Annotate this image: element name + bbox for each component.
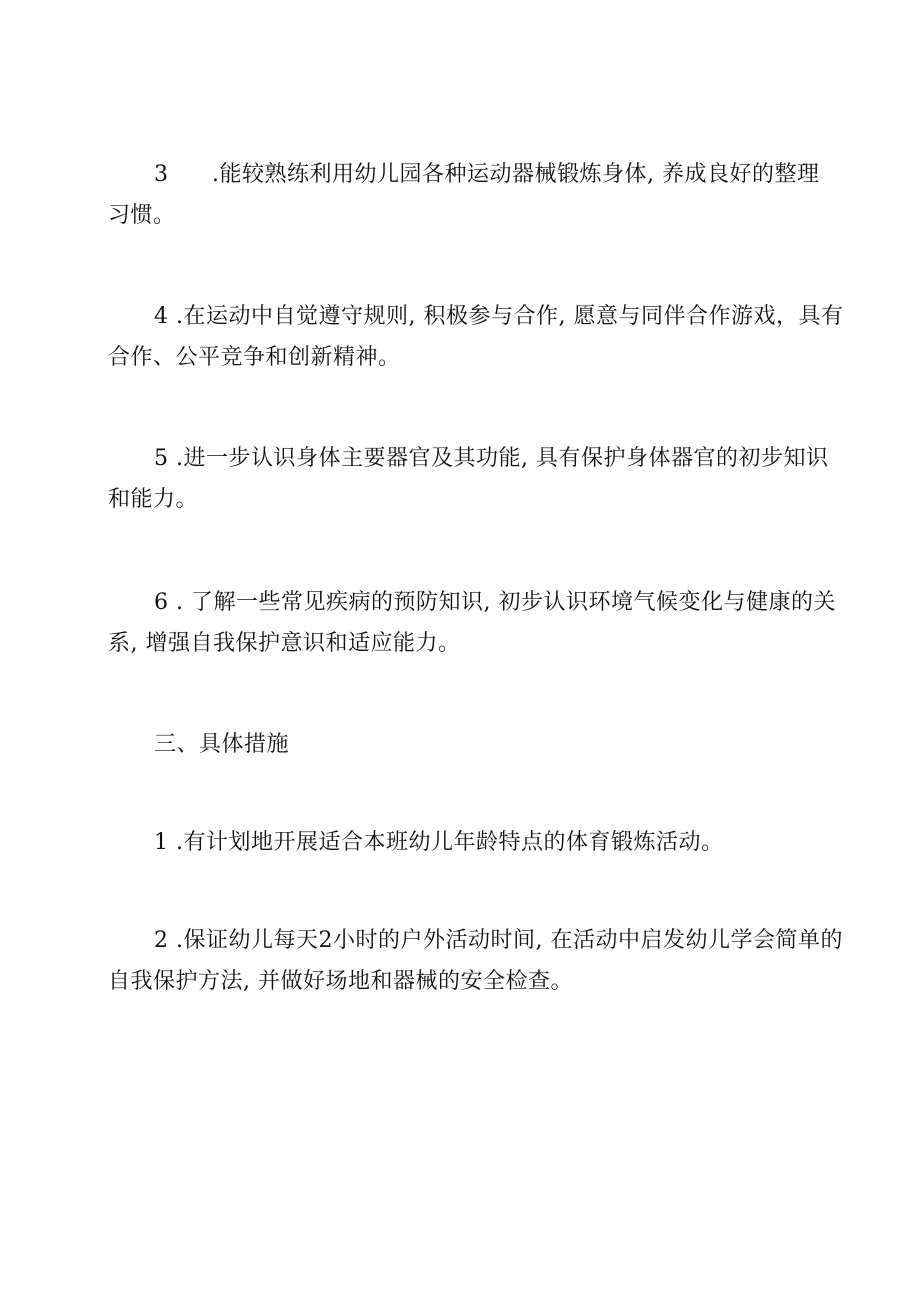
item-number: 3 xyxy=(154,162,169,187)
goal-item-4-line-2: 合作、公平竞争和创新精神。 xyxy=(108,345,401,370)
item-number: 6 xyxy=(154,590,169,615)
item-number: 1 xyxy=(154,830,169,855)
goal-item-3-line-2: 习惯。 xyxy=(108,203,176,228)
item-number: 2 xyxy=(154,928,169,953)
measure-item-2 xyxy=(108,920,843,1002)
item-text: .有计划地开展适合本班幼儿年龄特点的体育锻炼活动。 xyxy=(168,830,724,855)
section-heading-text: 三、具体措施 xyxy=(154,732,290,757)
section-heading xyxy=(108,724,813,765)
item-text: .能较熟练利用幼儿园各种运动器械锻炼身体, 养成良好的整理 xyxy=(212,162,820,187)
goal-item-5 xyxy=(108,438,829,520)
goal-item-4-line-1 xyxy=(108,296,844,337)
item-text: .在运动中自觉遵守规则, 积极参与合作, 愿意与同伴合作游戏，具有 xyxy=(168,304,844,329)
measure-item-2-line-1 xyxy=(108,920,843,961)
measure-item-1-line-1 xyxy=(108,822,813,863)
item-text: .进一步认识身体主要器官及其功能, 具有保护身体器官的初步知识 xyxy=(168,446,829,471)
item-number: 4 xyxy=(154,304,169,329)
goal-item-5-line-1 xyxy=(108,438,829,479)
item-text: . 了解一些常见疾病的预防知识, 初步认识环境气候变化与健康的关 xyxy=(168,590,836,615)
goal-item-6 xyxy=(108,582,836,664)
measure-item-1 xyxy=(108,822,813,863)
item-number: 5 xyxy=(154,446,169,471)
goal-item-4 xyxy=(108,296,844,378)
measure-item-2-line-2: 自我保护方法, 并做好场地和器械的安全检查。 xyxy=(108,969,573,994)
goal-item-6-line-2: 系, 增强自我保护意识和适应能力。 xyxy=(108,631,461,656)
goal-item-3-line-1 xyxy=(108,154,820,195)
goal-item-5-line-2: 和能力。 xyxy=(108,487,199,512)
item-text: .保证幼儿每天2小时的户外活动时间, 在活动中启发幼儿学会简单的 xyxy=(168,928,843,953)
goal-item-3 xyxy=(108,154,820,236)
goal-item-6-line-1 xyxy=(108,582,836,623)
